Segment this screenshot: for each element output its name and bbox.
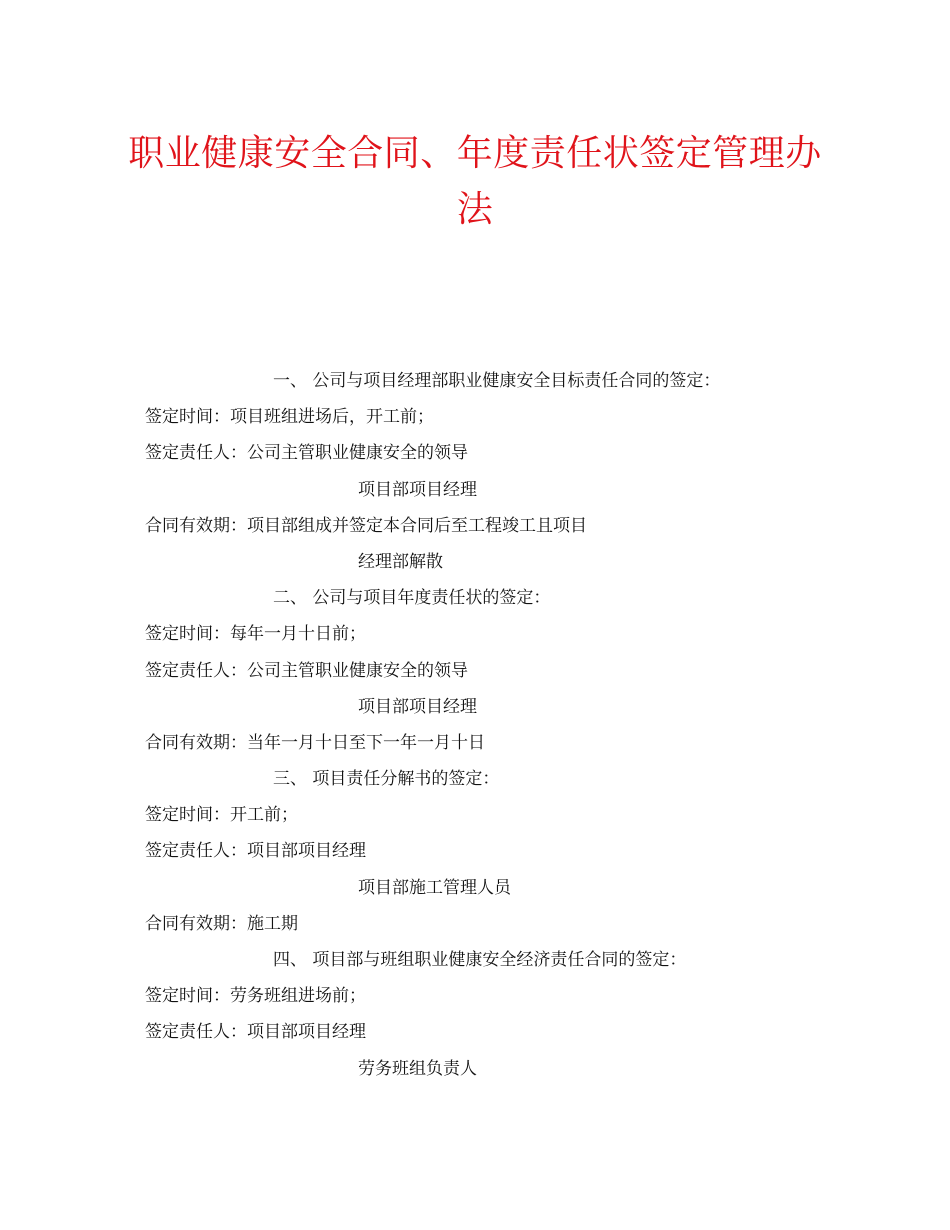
section-1-signing-time: 签定时间：项目班组进场后，开工前； [145,407,434,428]
section-2-validity: 合同有效期：当年一月十日至下一年一月十日 [145,732,485,753]
section-2-responsible-2: 项目部项目经理 [358,696,477,717]
section-4-responsible-2: 劳务班组负责人 [358,1058,477,1079]
section-2-responsible: 签定责任人：公司主管职业健康安全的领导 [145,660,468,681]
section-3-validity: 合同有效期：施工期 [145,913,298,934]
section-1-heading: 一、 公司与项目经理部职业健康安全目标责任合同的签定： [273,371,721,391]
section-4-responsible: 签定责任人：项目部项目经理 [145,1022,366,1043]
section-3-heading: 三、 项目责任分解书的签定： [273,769,500,790]
section-3-responsible-2: 项目部施工管理人员 [358,877,511,898]
section-4-signing-time: 签定时间：劳务班组进场前； [145,986,366,1007]
section-3-responsible: 签定责任人：项目部项目经理 [145,841,366,862]
section-1-responsible: 签定责任人：公司主管职业健康安全的领导 [145,443,468,464]
title-line-1: 职业健康安全合同、年度责任状签定管理办 [128,133,822,174]
section-1-responsible-2: 项目部项目经理 [358,479,477,500]
section-2-heading: 二、 公司与项目年度责任状的签定： [273,588,551,609]
section-3-signing-time: 签定时间：开工前； [145,805,298,826]
document-title [0,126,950,238]
section-4-heading: 四、 项目部与班组职业健康安全经济责任合同的签定： [273,950,687,970]
document-body [145,363,825,1087]
section-2-signing-time: 签定时间：每年一月十日前； [145,624,366,645]
title-line-2: 法 [456,189,494,230]
section-1-validity-2: 经理部解散 [358,551,443,572]
section-1-validity: 合同有效期：项目部组成并签定本合同后至工程竣工且项目 [145,515,587,536]
